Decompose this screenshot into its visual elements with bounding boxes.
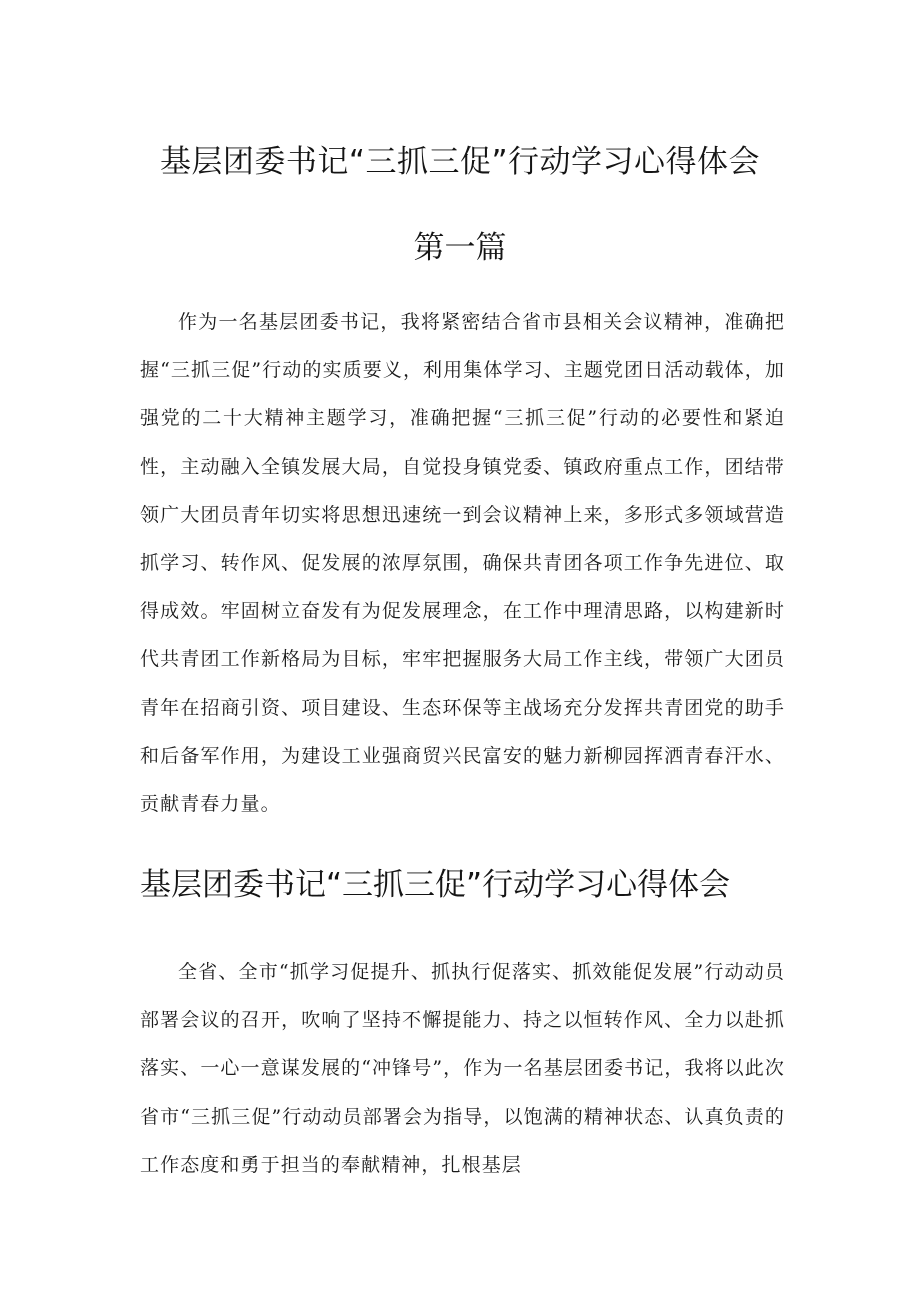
chapter-heading: 第一篇 <box>413 230 507 266</box>
body-paragraph-1: 作为一名基层团委书记，我将紧密结合省市县相关会议精神，准确把握“三抓三促”行动的实质要义，利用集体学习、主题党团日活动载体，加强党的二十大精神主题学习，准确把握“三抓三促”行动的必要性和紧迫性，主动融入全镇发展大局，自觉投身镇党委、镇政府重点工作，团结带领广大团员青年切实将思想迅速统一到会议精神上来，多形式多领域营造抓学习、转作风、促发展的浓厚氛围，确保共青团各项工作争先进位、取得成效。牢固树立奋发有为促发展理念，在工作中理清思路，以构建新时代共青团工作新格局为目标，牢牢把握服务大局工作主线，带领广大团员青年在招商引资、项目建设、生态环保等主战场充分发挥共青团党的助手和后备军作用，为建设工业强商贸兴民富安的魅力新柳园挥洒青春汗水、贡献青春力量。 <box>140 311 785 816</box>
document-title: 基层团委书记“三抓三促”行动学习心得体会 <box>159 144 761 180</box>
section-2-title: 基层团委书记“三抓三促”行动学习心得体会 <box>140 867 731 903</box>
body-paragraph-2: 全省、全市“抓学习促提升、抓执行促落实、抓效能促发展”行动动员部署会议的召开，吹响了坚持不懈提能力、持之以恒转作风、全力以赴抓落实、一心一意谋发展的“冲锋号”，作为一名基层团委书记，我将以此次省市“三抓三促”行动动员部署会为指导，以饱满的精神状态、认真负责的工作态度和勇于担当的奉献精神，扎根基层 <box>140 961 785 1176</box>
